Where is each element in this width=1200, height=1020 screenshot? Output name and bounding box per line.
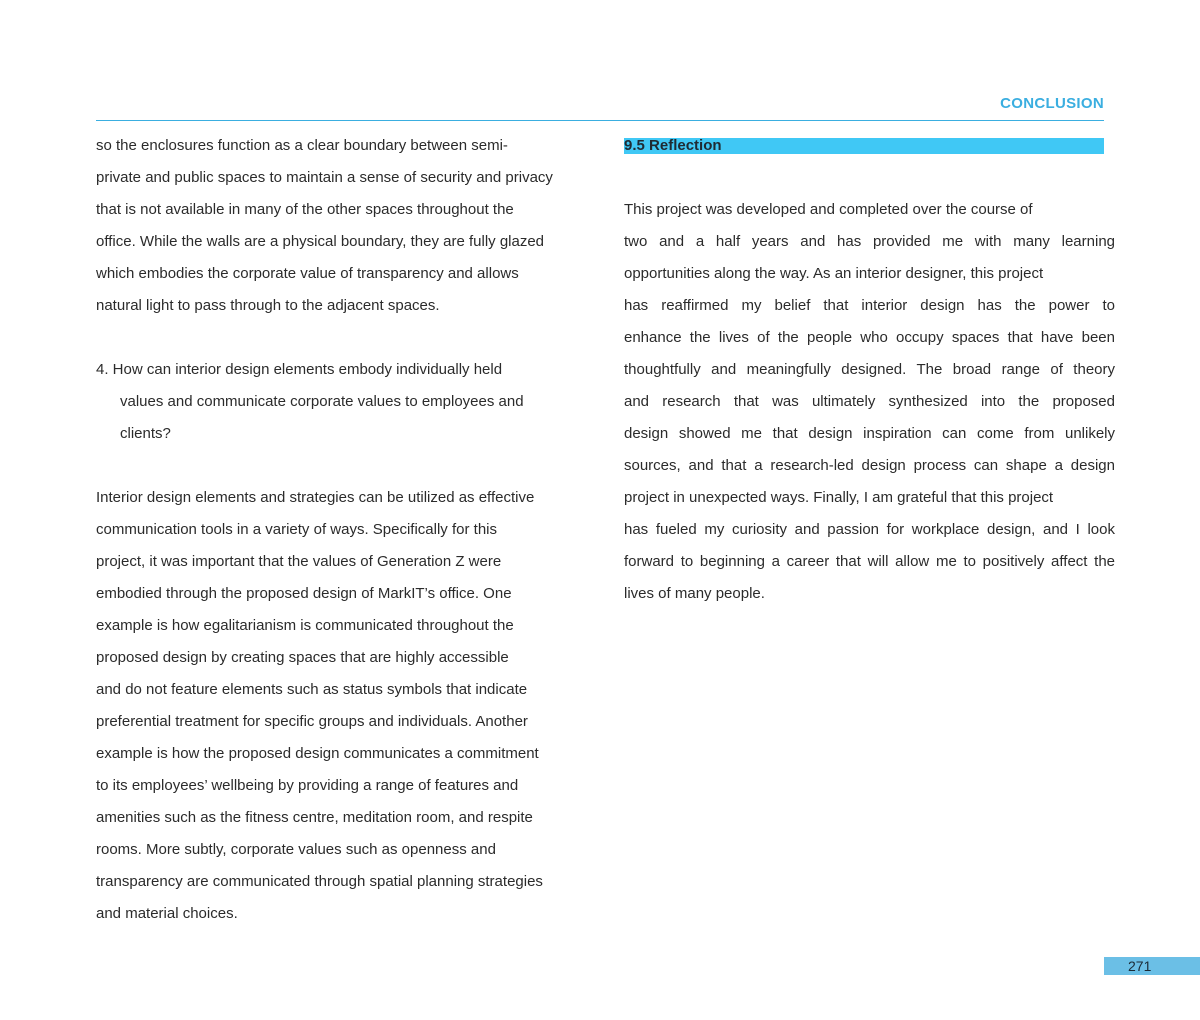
text-line: that is not available in many of the other spaces throughout the [96, 201, 514, 218]
text-line: natural light to pass through to the adjacent spaces. [96, 297, 440, 314]
text-line: Interior design elements and strategies can be utilized as effective [96, 489, 535, 506]
text-line: enhance the lives of the people who occupy spaces that have been [624, 329, 1115, 346]
text-line: rooms. More subtly, corporate values such as openness and [96, 841, 496, 858]
section-heading-reflection: 9.5 Reflection [624, 138, 1104, 154]
text-line: clients? [120, 425, 171, 442]
text-line: project in unexpected ways. Finally, I am grateful that this project [624, 489, 1054, 506]
text-line: thoughtfully and meaningfully designed. The broad range of theory [624, 361, 1115, 378]
header-divider [96, 120, 1104, 121]
text-line: This project was developed and completed over the course of [624, 201, 1033, 218]
text-line: has fueled my curiosity and passion for workplace design, and I look [624, 521, 1115, 538]
paragraph-2 [96, 482, 586, 930]
text-line: amenities such as the fitness centre, meditation room, and respite [96, 809, 533, 826]
text-line: so the enclosures function as a clear boundary between semi- [96, 137, 508, 154]
left-column [96, 130, 586, 930]
text-line: and do not feature elements such as status symbols that indicate [96, 681, 528, 698]
text-line: has reaffirmed my belief that interior design has the power to [624, 297, 1115, 314]
text-line: two and a half years and has provided me with many learning [624, 233, 1115, 250]
paragraph-gap [96, 322, 586, 354]
text-line: to its employees’ wellbeing by providing a range of features and [96, 777, 519, 794]
text-line: design showed me that design inspiration can come from unlikely [624, 425, 1115, 442]
paragraph-gap [96, 450, 586, 482]
text-line: example is how egalitarianism is communicated throughout the [96, 617, 514, 634]
section-title: CONCLUSION [1000, 95, 1104, 112]
question-4 [96, 354, 586, 450]
text-line: transparency are communicated through spatial planning strategies [96, 873, 543, 890]
text-line: project, it was important that the values of Generation Z were [96, 553, 502, 570]
text-line: opportunities along the way. As an interior designer, this project [624, 265, 1044, 282]
text-line: 4. How can interior design elements embody individually held [96, 361, 503, 378]
text-line: values and communicate corporate values to employees and [120, 393, 524, 410]
text-line: preferential treatment for specific groups and individuals. Another [96, 713, 528, 730]
text-line: lives of many people. [624, 585, 765, 602]
reflection-paragraph [624, 194, 1115, 610]
text-line: forward to beginning a career that will allow me to positively affect the [624, 553, 1115, 570]
text-line: sources, and that a research-led design process can shape a design [624, 457, 1115, 474]
text-line: office. While the walls are a physical boundary, they are fully glazed [96, 233, 545, 250]
right-column [624, 130, 1115, 610]
text-line: proposed design by creating spaces that are highly accessible [96, 649, 509, 666]
text-line: private and public spaces to maintain a sense of security and privacy [96, 169, 553, 186]
text-line: and material choices. [96, 905, 238, 922]
page-number-bar [1104, 957, 1200, 975]
text-line: communication tools in a variety of ways. Specifically for this [96, 521, 497, 538]
text-line: embodied through the proposed design of MarkIT’s office. One [96, 585, 512, 602]
paragraph-1 [96, 130, 586, 322]
text-line: example is how the proposed design communicates a commitment [96, 745, 539, 762]
text-line: and research that was ultimately synthesized into the proposed [624, 393, 1115, 410]
page-number: 271 [1128, 958, 1152, 974]
text-line: which embodies the corporate value of transparency and allows [96, 265, 519, 282]
